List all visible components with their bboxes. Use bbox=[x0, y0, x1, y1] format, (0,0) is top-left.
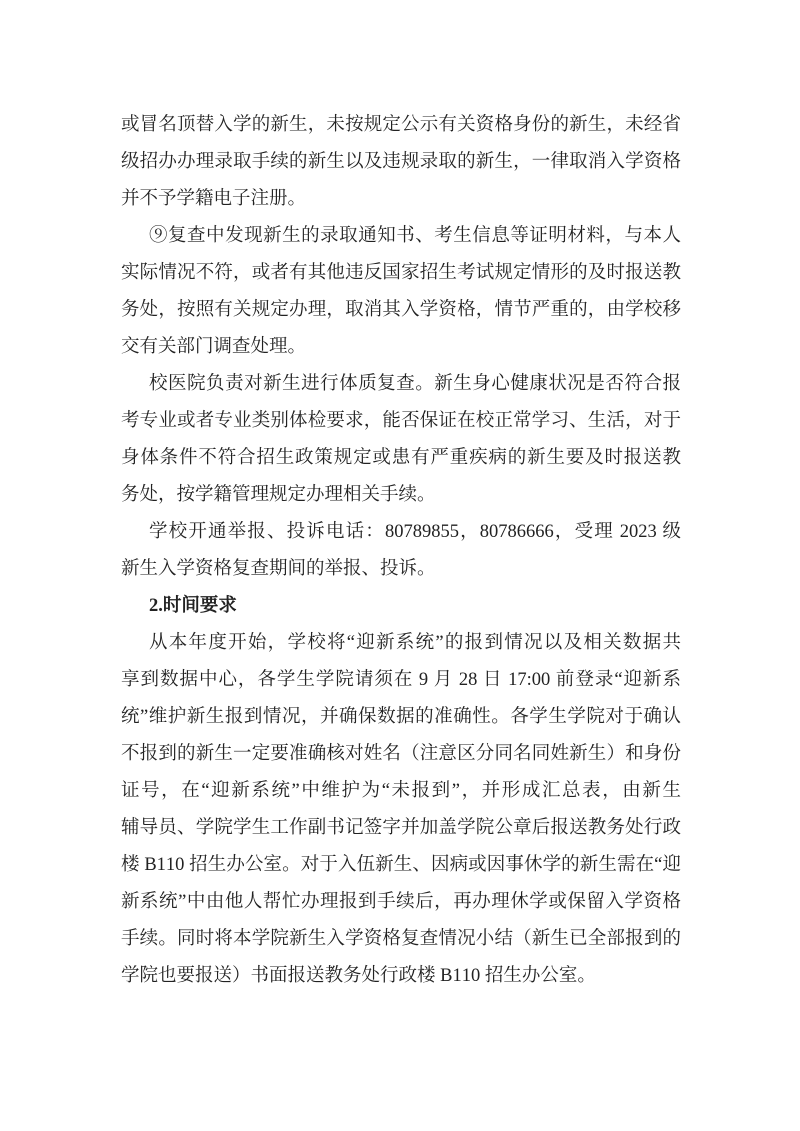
text-line: 学校开通举报、投诉电话：80789855，80786666，受理 2023 级 bbox=[149, 522, 681, 542]
paragraph bbox=[121, 625, 681, 995]
paragraph bbox=[121, 218, 681, 366]
document-text-block bbox=[121, 107, 681, 995]
text-line: 务处，按学籍管理规定办理相关手续。 bbox=[121, 485, 436, 505]
text-line: 交有关部门调查处理。 bbox=[121, 337, 307, 357]
text-line: 并不予学籍电子注册。 bbox=[121, 189, 307, 209]
text-line: 新系统”中由他人帮忙办理报到手续后，再办理休学或保留入学资格 bbox=[121, 892, 681, 912]
text-line: 辅导员、学院学生工作副书记签字并加盖学院公章后报送教务处行政 bbox=[121, 818, 681, 838]
text-line: 享到数据中心，各学生学院请须在 9 月 28 日 17:00 前登录“迎新系 bbox=[121, 670, 681, 690]
paragraph bbox=[121, 366, 681, 514]
text-line: 身体条件不符合招生政策规定或患有严重疾病的新生要及时报送教 bbox=[121, 448, 681, 468]
paragraph bbox=[121, 514, 681, 588]
text-line: 不报到的新生一定要准确核对姓名（注意区分同名同姓新生）和身份 bbox=[121, 744, 681, 764]
text-line: 楼 B110 招生办公室。对于入伍新生、因病或因事休学的新生需在“迎 bbox=[121, 855, 681, 875]
text-line: 级招办办理录取手续的新生以及违规录取的新生，一律取消入学资格 bbox=[121, 152, 681, 172]
text-line: 手续。同时将本学院新生入学资格复查情况小结（新生已全部报到的 bbox=[121, 929, 681, 949]
text-line: 考专业或者专业类别体检要求，能否保证在校正常学习、生活，对于 bbox=[121, 411, 681, 431]
text-line: 新生入学资格复查期间的举报、投诉。 bbox=[121, 559, 436, 579]
section-heading bbox=[121, 588, 681, 625]
text-line: 实际情况不符，或者有其他违反国家招生考试规定情形的及时报送教 bbox=[121, 263, 681, 283]
text-line: 校医院负责对新生进行体质复查。新生身心健康状况是否符合报 bbox=[149, 374, 681, 394]
paragraph bbox=[121, 107, 681, 218]
text-line: 统”维护新生报到情况，并确保数据的准确性。各学生学院对于确认 bbox=[121, 707, 681, 727]
text-line: 务处，按照有关规定办理，取消其入学资格，情节严重的，由学校移 bbox=[121, 300, 681, 320]
text-line: 或冒名顶替入学的新生，未按规定公示有关资格身份的新生，未经省 bbox=[121, 115, 681, 135]
text-line: ⑨复查中发现新生的录取通知书、考生信息等证明材料，与本人 bbox=[149, 226, 681, 246]
text-line: 从本年度开始，学校将“迎新系统”的报到情况以及相关数据共 bbox=[149, 633, 681, 653]
text-line: 学院也要报送）书面报送教务处行政楼 B110 招生办公室。 bbox=[121, 966, 596, 986]
text-line: 2.时间要求 bbox=[149, 596, 237, 616]
text-line: 证号，在“迎新系统”中维护为“未报到”，并形成汇总表，由新生 bbox=[121, 781, 681, 801]
